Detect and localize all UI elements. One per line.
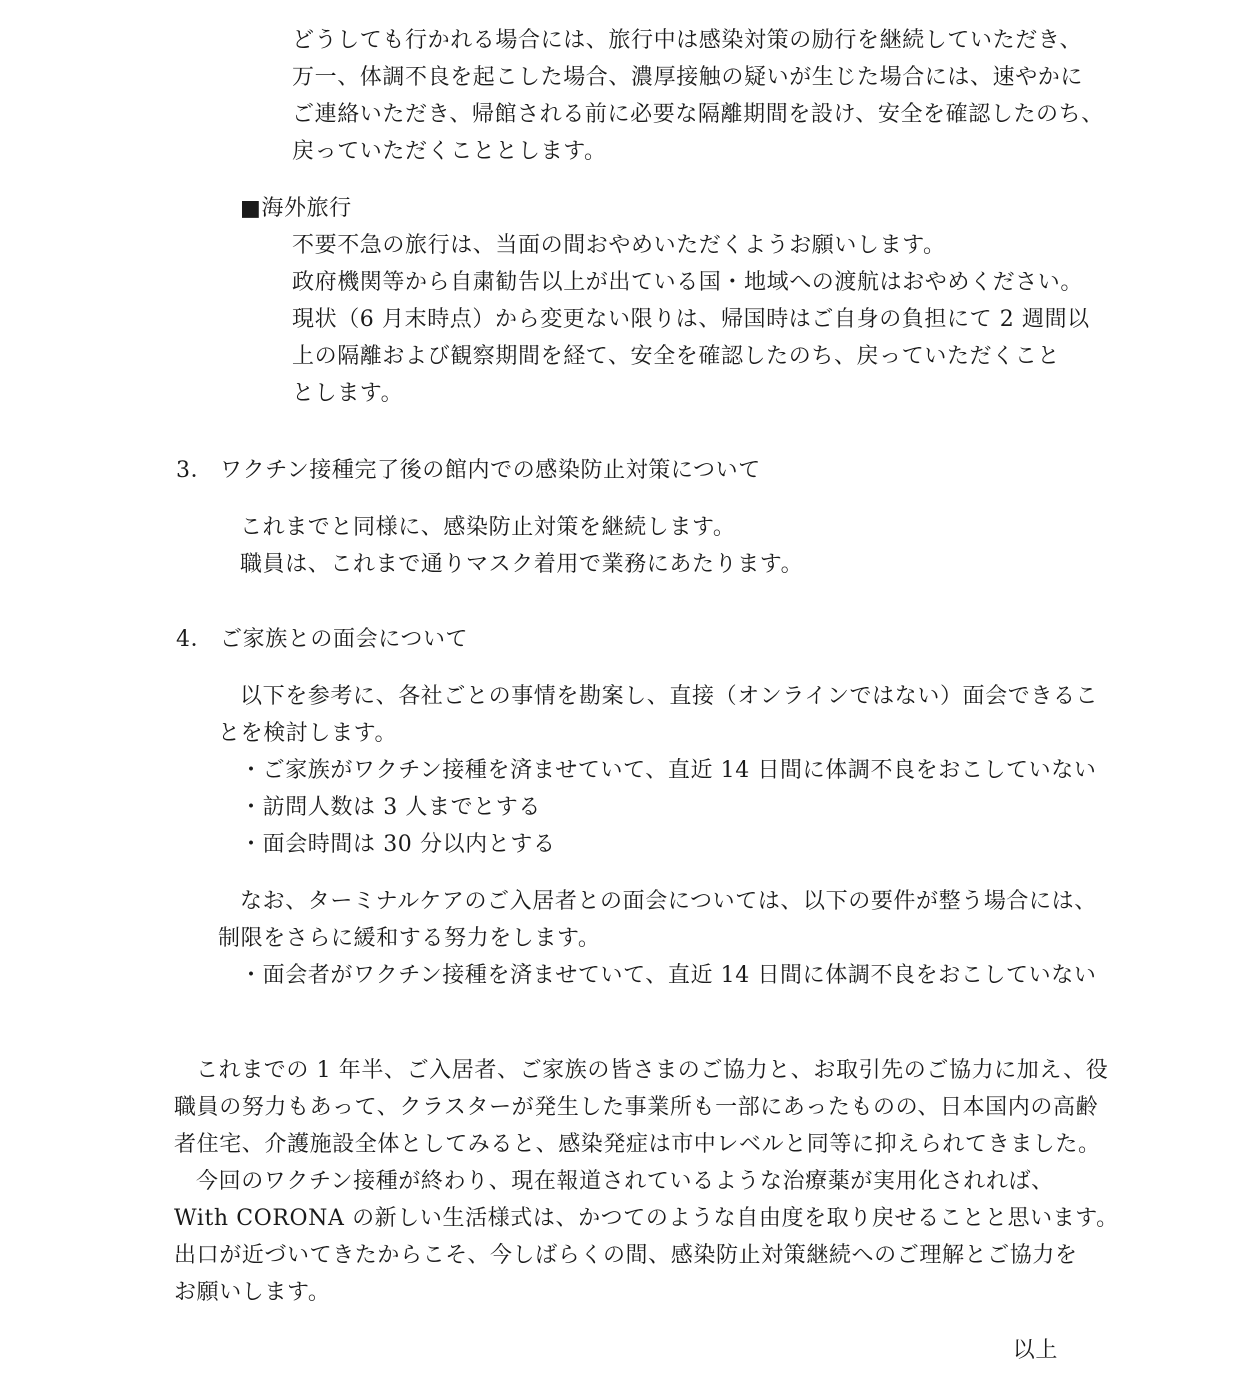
- conclusion-line: これまでの 1 年半、ご入居者、ご家族の皆さまのご協力と、お取引先のご協力に加え、役: [196, 1058, 1109, 1083]
- terminal-care-line: 制限をさらに緩和する努力をします。: [218, 926, 601, 951]
- domestic-travel-line: 万一、体調不良を起こした場合、濃厚接触の疑いが生じた場合には、速やかに: [292, 65, 1084, 90]
- section-3-title: ワクチン接種完了後の館内での感染防止対策について: [220, 458, 761, 483]
- domestic-travel-line: 戻っていただくこととします。: [292, 139, 607, 164]
- section-3-line: 職員は、これまで通りマスク着用で業務にあたります。: [240, 552, 804, 577]
- section-3-line: これまでと同様に、感染防止対策を継続します。: [240, 515, 736, 540]
- overseas-travel-heading: ■海外旅行: [240, 196, 352, 221]
- overseas-travel-line: 現状（6 月末時点）から変更ない限りは、帰国時はご自身の負担にて 2 週間以: [292, 307, 1090, 332]
- conclusion-line: 出口が近づいてきたからこそ、今しばらくの間、感染防止対策継続へのご理解とご協力を: [174, 1243, 1078, 1268]
- closing-mark: 以上: [1012, 1338, 1058, 1363]
- terminal-care-bullet: ・面会者がワクチン接種を済ませていて、直近 14 日間に体調不良をおこしていない: [240, 963, 1097, 988]
- section-4-intro-line: とを検討します。: [218, 721, 398, 746]
- conclusion-line: 者住宅、介護施設全体としてみると、感染発症は市中レベルと同等に抑えられてきました。: [174, 1132, 1101, 1157]
- overseas-travel-line: 政府機関等から自粛勧告以上が出ている国・地域への渡航はおやめください。: [292, 270, 1084, 295]
- conclusion-line: お願いします。: [174, 1280, 331, 1305]
- conclusion-line: 職員の努力もあって、クラスターが発生した事業所も一部にあったものの、日本国内の高齢: [174, 1095, 1099, 1120]
- section-3-number: 3．: [176, 458, 214, 483]
- conclusion-line: 今回のワクチン接種が終わり、現在報道されているような治療薬が実用化されれば、: [196, 1169, 1054, 1194]
- overseas-travel-line: 不要不急の旅行は、当面の間おやめいただくようお願いします。: [292, 233, 946, 258]
- visit-condition-bullet: ・ご家族がワクチン接種を済ませていて、直近 14 日間に体調不良をおこしていない: [240, 758, 1097, 783]
- visit-condition-bullet: ・面会時間は 30 分以内とする: [240, 832, 556, 857]
- conclusion-line: With CORONA の新しい生活様式は、かつてのような自由度を取り戻せることと思います。: [174, 1206, 1119, 1231]
- visit-condition-bullet: ・訪問人数は 3 人までとする: [240, 795, 541, 820]
- section-4-number: 4．: [176, 627, 214, 652]
- domestic-travel-line: どうしても行かれる場合には、旅行中は感染対策の励行を継続していただき、: [292, 28, 1083, 53]
- section-3-heading: [176, 456, 761, 486]
- terminal-care-line: なお、ターミナルケアのご入居者との面会については、以下の要件が整う場合には、: [240, 889, 1097, 914]
- domestic-travel-line: ご連絡いただき、帰館される前に必要な隔離期間を設け、安全を確認したのち、: [292, 102, 1104, 127]
- section-4-intro-line: 以下を参考に、各社ごとの事情を勘案し、直接（オンラインではない）面会できるこ: [240, 684, 1099, 709]
- section-4-title: ご家族との面会について: [220, 627, 469, 652]
- overseas-travel-line: 上の隔離および観察期間を経て、安全を確認したのち、戻っていただくこと: [292, 344, 1060, 369]
- overseas-travel-line: とします。: [292, 381, 404, 406]
- section-4-heading: [176, 625, 468, 655]
